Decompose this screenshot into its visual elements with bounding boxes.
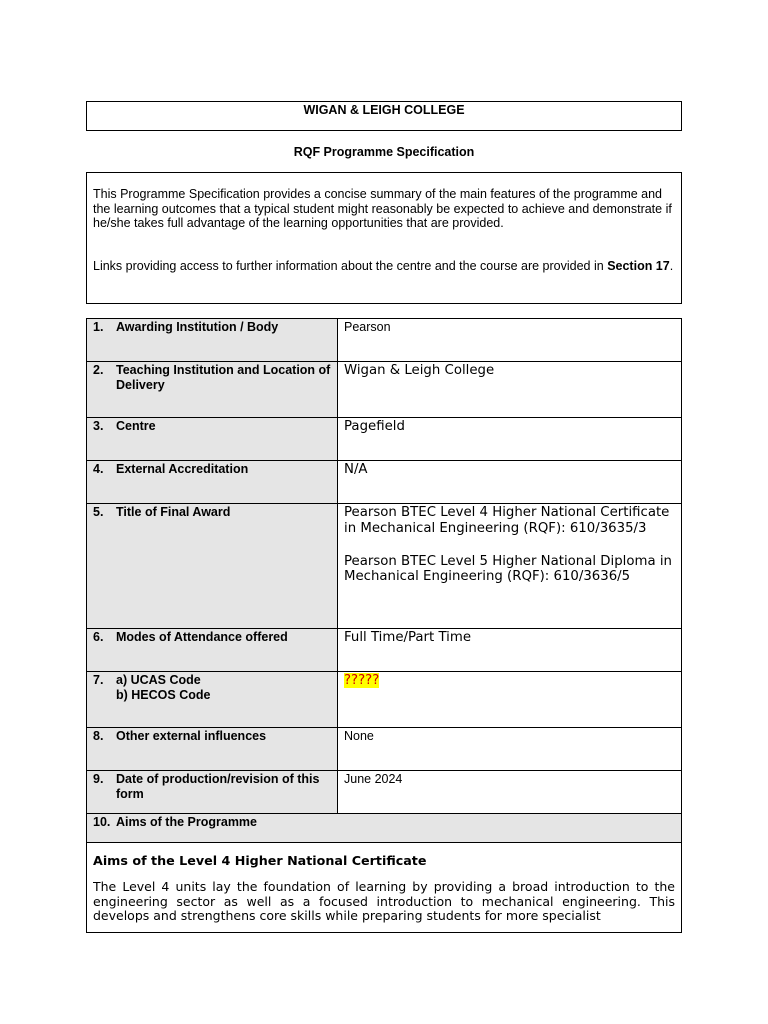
intro-links-paragraph <box>93 259 675 274</box>
college-title-box <box>86 101 682 131</box>
aims-subheading: Aims of the Level 4 Higher National Certificate <box>93 853 427 868</box>
row-value-cell <box>338 504 682 629</box>
table-row <box>87 319 682 362</box>
row-value: Full Time/Part Time <box>344 630 472 645</box>
row-label: Modes of Attendance offered <box>116 630 288 644</box>
table-row <box>87 629 682 672</box>
row-label-cell <box>87 629 338 672</box>
row-label: External Accreditation <box>116 462 249 476</box>
row-label-cell <box>87 362 338 418</box>
row-value-cell <box>338 461 682 504</box>
row-value: June 2024 <box>344 772 403 786</box>
programme-details-table <box>86 318 682 933</box>
row-value-cell <box>338 771 682 814</box>
award-title-hnc: Pearson BTEC Level 4 Higher National Certificate in Mechanical Engineering (RQF): 610/3635/3 <box>344 505 670 536</box>
row-value-cell <box>338 319 682 362</box>
row-label-cell <box>87 672 338 728</box>
row-number: 1. <box>93 320 104 334</box>
row-label-cell <box>87 461 338 504</box>
table-row <box>87 728 682 771</box>
row-value-cell <box>338 728 682 771</box>
row-label: Teaching Institution and Location of Delivery <box>116 363 331 392</box>
row-label-cell <box>87 319 338 362</box>
row-label-cell <box>87 771 338 814</box>
row-number: 8. <box>93 729 104 743</box>
row-label: Date of production/revision of this form <box>116 772 320 801</box>
row-number: 4. <box>93 462 104 476</box>
row-value-cell <box>338 362 682 418</box>
table-row <box>87 672 682 728</box>
table-row <box>87 504 682 629</box>
aims-header-cell <box>87 814 682 843</box>
row-number: 9. <box>93 772 104 786</box>
row-label: Centre <box>116 419 156 433</box>
row-value-cell <box>338 629 682 672</box>
aims-header-row <box>87 814 682 843</box>
award-title-hnd: Pearson BTEC Level 5 Higher National Diploma in Mechanical Engineering (RQF): 610/3636/5 <box>344 553 672 585</box>
ucas-code-label: a) UCAS Code <box>116 673 201 687</box>
row-number: 10. <box>93 815 111 829</box>
college-title: WIGAN & LEIGH COLLEGE <box>303 103 465 117</box>
row-value-cell <box>338 418 682 461</box>
aims-body-row <box>87 843 682 933</box>
spec-title: RQF Programme Specification <box>293 145 475 159</box>
intro-links-text: Links providing access to further information about the centre and the course are provided in <box>93 258 608 273</box>
row-label-cell <box>87 418 338 461</box>
row-value: N/A <box>344 462 368 477</box>
section-reference: Section 17 <box>607 258 670 273</box>
table-row <box>87 771 682 814</box>
intro-links-suffix: . <box>669 258 674 273</box>
row-label-cell <box>87 728 338 771</box>
row-label: Awarding Institution / Body <box>116 320 279 334</box>
intro-paragraph: This Programme Specification provides a concise summary of the main features of the programme and the learning outcomes that a typical student might reasonably be expected to achieve and demonstrate if he/she takes full advantage of the learning opportunities that are provided. <box>93 187 672 230</box>
aims-label: Aims of the Programme <box>116 815 258 829</box>
table-row <box>87 362 682 418</box>
row-number: 7. <box>93 673 104 687</box>
intro-box <box>86 172 682 304</box>
table-row <box>87 418 682 461</box>
row-number: 2. <box>93 363 104 377</box>
row-number: 6. <box>93 630 104 644</box>
aims-paragraph: The Level 4 units lay the foundation of learning by providing a broad introduction to the engineering sector as well as a focused introduction to mechanical engineering. This develops and strengthens core skills while preparing students for more specialist <box>93 880 675 923</box>
row-label: Other external influences <box>116 729 267 743</box>
row-value: None <box>344 729 374 743</box>
table-row <box>87 461 682 504</box>
row-number: 5. <box>93 505 104 519</box>
row-value: Wigan & Leigh College <box>344 363 495 378</box>
row-value: Pearson <box>344 320 391 334</box>
row-number: 3. <box>93 419 104 433</box>
row-value: Pagefield <box>344 419 405 434</box>
highlighted-placeholder-value: ????? <box>344 673 380 688</box>
row-value-cell <box>338 672 682 728</box>
row-label-cell <box>87 504 338 629</box>
aims-body-cell <box>87 843 682 933</box>
hecos-code-label: b) HECOS Code <box>116 687 211 702</box>
row-label: Title of Final Award <box>116 505 231 519</box>
